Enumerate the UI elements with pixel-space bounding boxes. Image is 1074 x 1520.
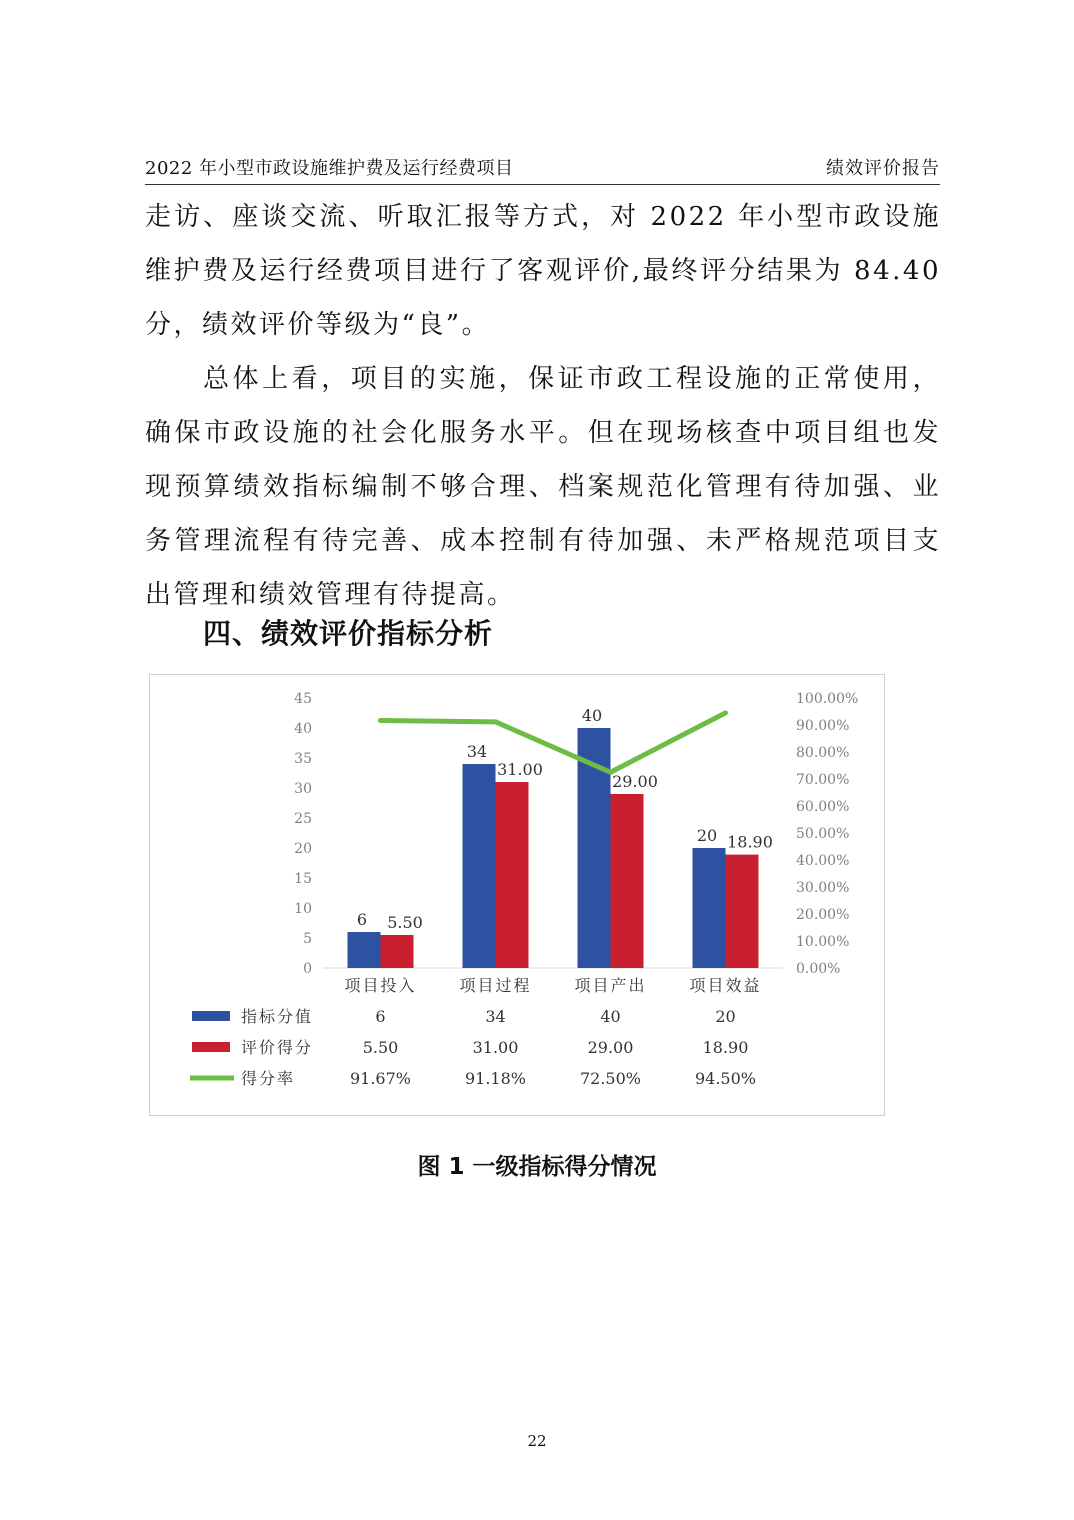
table-cell-value: 40 [600,1007,621,1026]
figure-caption: 图 1 一级指标得分情况 [417,1154,657,1180]
header-project-title: 2022 年小型市政设施维护费及运行经费项目 [145,158,514,179]
table-cell-value: 72.50% [579,1069,642,1088]
table-cell-value: 91.18% [464,1069,527,1088]
page-header [145,150,940,185]
y-right-tick-label: 20.00% [796,907,850,923]
header-report-title: 绩效评价报告 [826,158,940,179]
category-label: 项目过程 [459,976,532,995]
score-chart [150,675,884,1115]
y-right-tick-label: 30.00% [796,880,850,896]
bar-target-score [348,932,381,968]
table-cell-value: 94.50% [694,1069,757,1088]
y-right-tick-label: 90.00% [796,718,850,734]
table-cell-value: 20 [715,1007,736,1026]
y-right-tick-label: 0.00% [796,961,841,977]
table-cell-value: 29.00 [587,1038,634,1057]
y-right-tick-label: 60.00% [796,799,850,815]
y-left-tick-label: 15 [294,871,312,887]
bar-actual-score [611,794,644,968]
bar-data-label: 6 [356,910,368,929]
table-cell-value: 18.90 [702,1038,749,1057]
paragraph-overall-findings: 总体上看，项目的实施，保证市政工程设施的正常使用，确保市政设施的社会化服务水平。但在现场核查中项目组也发现预算绩效指标编制不够合理、档案规范化管理有待加强、业务管理流程有待完善、成本控制有待加强、未严格规范项目支出管理和绩效管理有待提高。 [145,364,941,610]
y-left-tick-label: 10 [294,901,312,917]
y-left-tick-label: 0 [303,961,312,977]
y-right-tick-label: 70.00% [796,772,850,788]
y-right-tick-label: 100.00% [796,691,859,707]
table-cell-value: 31.00 [472,1038,519,1057]
y-right-tick-label: 40.00% [796,853,850,869]
bar-actual-score [381,935,414,968]
y-right-tick-label: 50.00% [796,826,850,842]
category-label: 项目投入 [344,976,417,995]
y-left-tick-label: 40 [294,721,312,737]
bar-target-score [693,848,726,968]
page-number: 22 [527,1432,547,1450]
category-label: 项目产出 [574,976,647,995]
y-left-tick-label: 30 [294,781,312,797]
chart-frame [149,674,885,1116]
bar-actual-score [496,782,529,968]
y-left-tick-label: 25 [294,811,312,827]
table-cell-value: 6 [375,1007,386,1026]
bar-data-label: 29.00 [612,772,658,791]
score-rate-line [381,713,726,772]
legend-series-name: 得分率 [241,1069,296,1088]
y-left-tick-label: 45 [294,691,312,707]
y-right-tick-label: 80.00% [796,745,850,761]
table-cell-value: 34 [485,1007,506,1026]
bar-target-score [463,764,496,968]
bar-actual-score [726,855,759,968]
y-right-tick-label: 10.00% [796,934,850,950]
bar-data-label: 40 [581,706,603,725]
bar-data-label: 18.90 [727,832,773,852]
bar-data-label: 20 [696,826,718,845]
category-label: 项目效益 [689,976,762,995]
section-title: 四、绩效评价指标分析 [203,617,494,650]
bar-data-label: 34 [466,742,488,761]
y-left-tick-label: 5 [303,931,312,947]
legend-series-name: 指标分值 [241,1007,314,1026]
legend-series-name: 评价得分 [241,1038,314,1057]
bar-data-label: 31.00 [497,760,543,779]
table-cell-value: 91.67% [349,1069,412,1088]
paragraph-evaluation-result: 走访、座谈交流、听取汇报等方式，对 2022 年小型市政设施维护费及运行经费项目进行了客观评价,最终评分结果为 84.40 分，绩效评价等级为“良”。 [145,202,941,340]
bar-data-label: 5.50 [387,913,423,932]
body-text [145,190,941,622]
table-cell-value: 5.50 [362,1038,399,1057]
legend-swatch [192,1042,230,1052]
y-left-tick-label: 20 [294,841,312,857]
y-left-tick-label: 35 [294,751,312,767]
legend-swatch [192,1011,230,1021]
